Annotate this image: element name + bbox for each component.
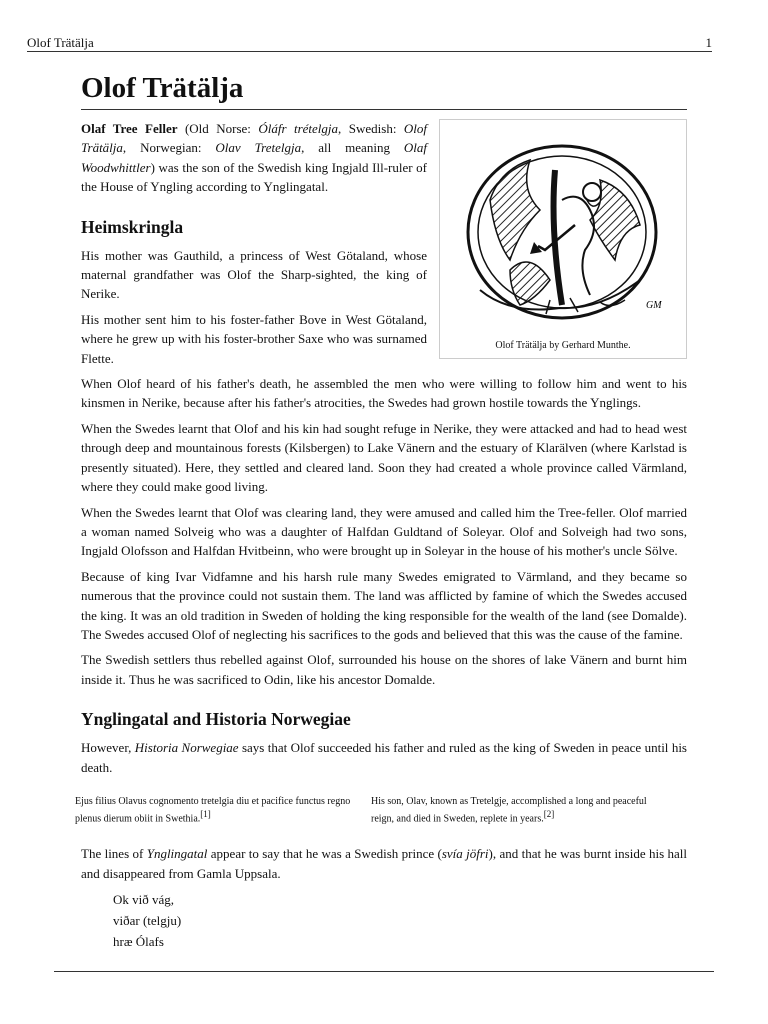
running-header [27,33,712,52]
verse-line: viðar (telgju) [113,913,182,929]
paragraph: The Swedish settlers thus rebelled against Olof, surrounded his house on the shores of lake Vänern and burnt him inside it. Thus he was sacrificed to Odin, like his ancestor Domalde. [81,652,687,687]
verse-line: Ok við vág, [113,892,175,908]
paragraph: His mother sent him to his foster-father Bove in West Götaland, where he grew up with his foster-brother Saxe who was surnamed Flette. [81,311,427,366]
quote-english: His son, Olav, known as Tretelgje, accomplished a long and peaceful reign, and died in Sweden, replete in years.[2] [371,795,647,825]
intro-paragraph: Olaf Tree Feller (Old Norse: Óláfr trételgja, Swedish: Olof Trätälja, Norwegian: Olav Tretelgja, all meaning Olaf Woodwhittler) was the son of the Swedish king Ingjald Ill-ruler of the House of Yngling according to Ynglingatal. [81,121,428,195]
paragraph: When the Swedes learnt that Olof was clearing land, they were amused and called him the Tree-feller. Olof married a woman named Solveig who was a daughter of Halfdan Guldtand of Soleyar. Olof and Solveigh had two sons, Ingjald Olofsson and Halfdan Hvitbeinn, who were brought up in Soleyar in the house of his mother's uncle Sölve. [81,504,687,559]
quote-latin: Ejus filius Olavus cognomento tretelgia diu et pacifice functus regno plenus dierum obiit in Swethia.[1] [75,795,351,825]
paragraph: His mother was Gauthild, a princess of West Götaland, whose maternal grandfather was Olof the Sharp-sighted, the king of Nerike. [81,247,427,302]
figure-caption: Olof Trätälja by Gerhard Munthe. [495,340,631,351]
article-body [75,119,688,952]
woodcut-illustration [450,130,678,340]
footer-divider [54,971,714,972]
paragraph: However, Historia Norwegiae says that Olof succeeded his father and ruled as the king of Sweden in peace until his death. [81,740,687,775]
paragraph: Because of king Ivar Vidfamne and his harsh rule many Swedes emigrated to Värmland, and they became so numerous that the province could not sustain them. The land was afflicted by famine of which the Swedes accused the king. It was an old tradition in Sweden of holding the king responsible for the wealth of the land (see Domalde). The Swedes accused Olof of neglecting his sacrifices to the gods and believed that this was the cause of the famine. [81,568,687,642]
section-heading: Heimskringla [81,216,184,237]
figure-box [439,119,687,359]
page-number: 1 [705,35,712,50]
paragraph: When the Swedes learnt that Olof and his kin had sought refuge in Nerike, they were attacked and had to head west through deep and mountainous forests (Kilsbergen) to Lake Vänern and the estuary of Klarälven (where Karlstad is presently situated). Here, they settled and cleared land. Soon they had created a whole province called Värmland, where they could make good living. [81,420,687,495]
paragraph: When Olof heard of his father's death, he assembled the men who were willing to follow him and went to his kinsmen in Nerike, because after his father's atrocities, the Swedes had grown hostile towards the Ynglings. [81,376,687,411]
verse-line: hræ Ólafs [113,934,164,950]
verse [113,889,687,952]
section-heading: Ynglingatal and Historia Norwegiae [81,709,351,730]
running-title: Olof Trätälja [27,35,94,50]
artist-signature: GM [646,300,662,311]
citation-link[interactable]: [2] [543,809,555,820]
paragraph: The lines of Ynglingatal appear to say that he was a Swedish prince (svía jöfri), and that he was burnt inside his hall and disappeared from Gamla Uppsala. [81,846,688,881]
page-title: Olof Trätälja [81,72,244,104]
title-divider [81,109,687,110]
citation-link[interactable]: [1] [200,809,211,820]
quote-table [75,795,687,826]
